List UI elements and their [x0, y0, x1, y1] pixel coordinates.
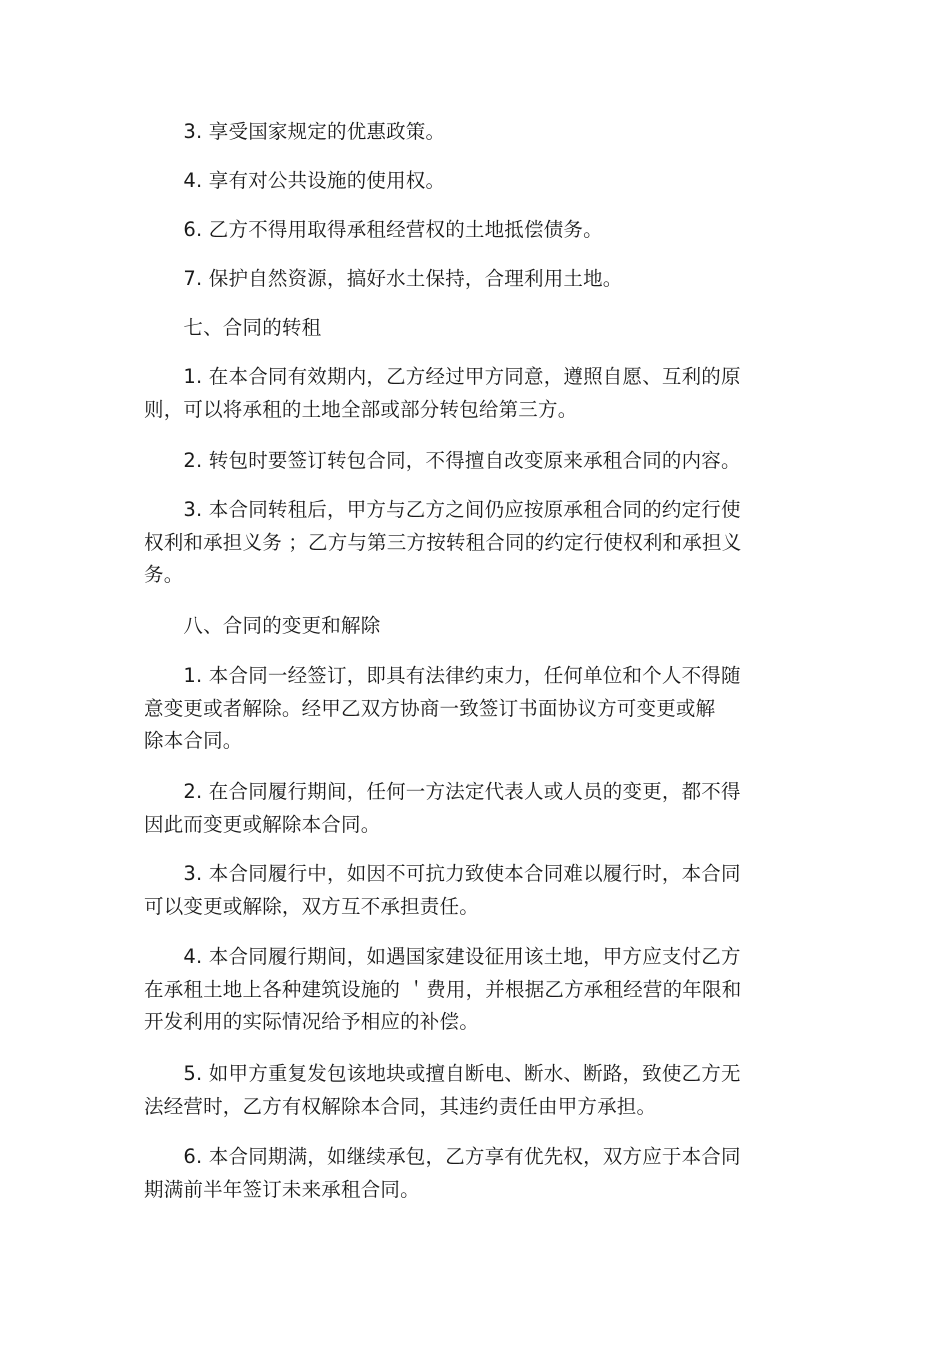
- paragraph-line: 6. 乙方不得用取得承租经营权的土地抵偿债务。: [144, 218, 603, 241]
- paragraph-line: 1. 在本合同有效期内，乙方经过甲方同意，遵照自愿、互利的原: [144, 365, 741, 388]
- paragraph: [144, 165, 784, 198]
- paragraph: [144, 1141, 784, 1206]
- paragraph-line: 2. 在合同履行期间，任何一方法定代表人或人员的变更，都不得: [144, 780, 741, 803]
- paragraph-line: 3. 享受国家规定的优惠政策。: [144, 120, 446, 143]
- paragraph: [144, 116, 784, 149]
- paragraph: [144, 214, 784, 247]
- paragraph: [144, 941, 784, 1039]
- paragraph: [144, 858, 784, 923]
- paragraph: [144, 445, 784, 478]
- paragraph-line: 5. 如甲方重复发包该地块或擅自断电、断水、断路，致使乙方无: [144, 1062, 741, 1085]
- paragraph-line: 4. 享有对公共设施的使用权。: [144, 169, 446, 192]
- paragraph-line: 2. 转包时要签订转包合同，不得擅自改变原来承租合同的内容。: [144, 449, 741, 472]
- section-heading-text: 七、合同的转租: [144, 316, 322, 339]
- paragraph-line: 期满前半年签订未来承租合同。: [144, 1177, 420, 1201]
- paragraph-line: 权利和承担义务 ；乙方与第三方按转租合同的约定行使权利和承担义: [144, 530, 742, 554]
- paragraph-line: 法经营时，乙方有权解除本合同，其违约责任由甲方承担。: [144, 1094, 657, 1118]
- paragraph: [144, 361, 784, 426]
- paragraph-line: 则，可以将承租的土地全部或部分转包给第三方。: [144, 397, 578, 421]
- paragraph-line: 在承租土地上各种建筑设施的 ＇费用，并根据乙方承租经营的年限和: [144, 977, 742, 1001]
- paragraph-line: 3. 本合同履行中，如因不可抗力致使本合同难以履行时，本合同: [144, 862, 741, 885]
- section-heading: [144, 312, 784, 345]
- paragraph: [144, 776, 784, 841]
- paragraph: [144, 494, 784, 592]
- paragraph-line: 意变更或者解除。经甲乙双方协商一致签订书面协议方可变更或解: [144, 696, 716, 720]
- paragraph-line: 除本合同。: [144, 729, 243, 752]
- paragraph: [144, 263, 784, 296]
- paragraph-line: 6. 本合同期满，如继续承包，乙方享有优先权，双方应于本合同: [144, 1145, 741, 1168]
- paragraph: [144, 660, 784, 758]
- paragraph-line: 因此而变更或解除本合同。: [144, 812, 381, 836]
- section-heading: [144, 610, 784, 643]
- paragraph-line: 开发利用的实际情况给予相应的补偿。: [144, 1010, 479, 1033]
- paragraph-line: 可以变更或解除，双方互不承担责任。: [144, 894, 479, 918]
- paragraph-line: 1. 本合同一经签订，即具有法律约束力，任何单位和个人不得随: [144, 664, 741, 687]
- paragraph-line: 4. 本合同履行期间，如遇国家建设征用该土地，甲方应支付乙方: [144, 945, 741, 968]
- paragraph-line: 7. 保护自然资源，搞好水土保持，合理利用土地。: [144, 267, 623, 290]
- paragraph-line: 3. 本合同转租后，甲方与乙方之间仍应按原承租合同的约定行使: [144, 498, 741, 521]
- paragraph-line: 务。: [144, 563, 184, 586]
- paragraph: [144, 1058, 784, 1123]
- section-heading-text: 八、合同的变更和解除: [144, 614, 381, 637]
